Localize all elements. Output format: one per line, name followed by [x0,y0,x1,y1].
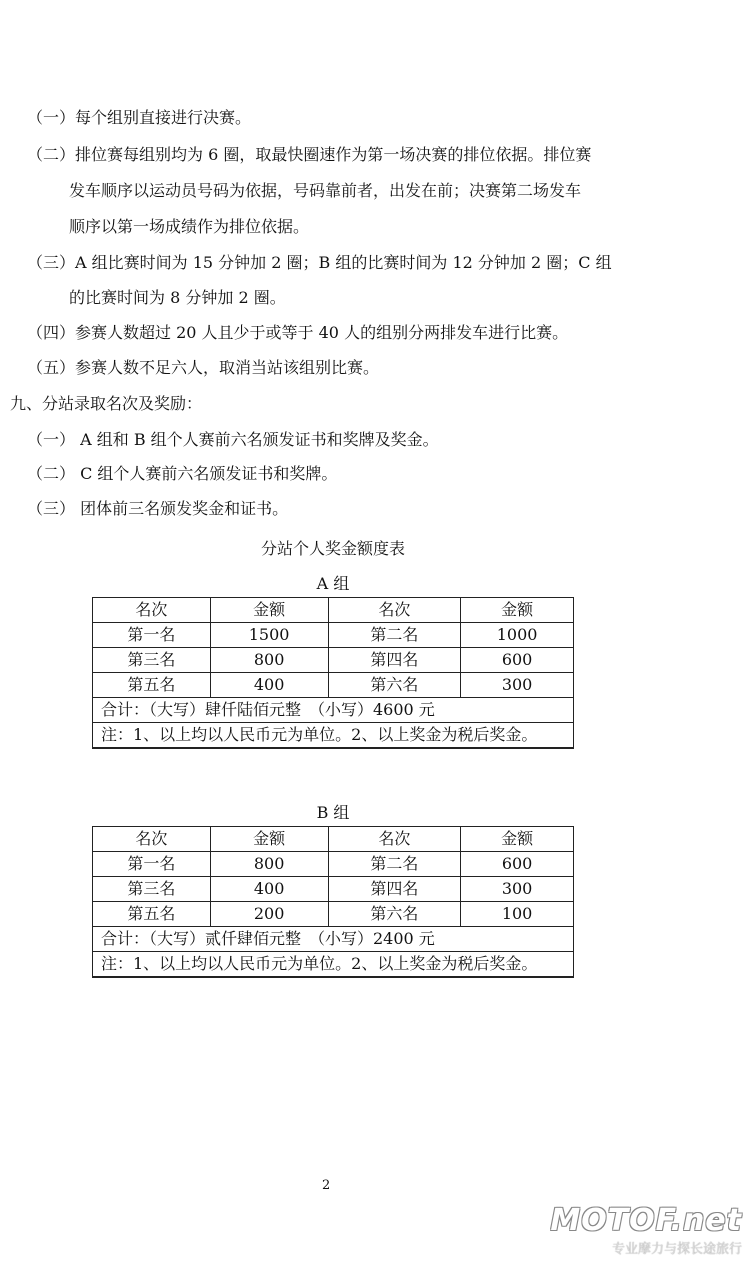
amount-cell: 300 [461,877,574,902]
header-cell: 名次 [93,598,211,623]
header-cell: 名次 [93,827,211,852]
rank-cell: 第二名 [328,623,461,648]
table-header-row [93,827,574,852]
header-cell: 名次 [328,827,461,852]
rank-cell: 第四名 [328,648,461,673]
note-cell: 注：1、以上均以人民币元为单位。2、以上奖金为税后奖金。 [93,952,574,978]
rule-item-2-cont-2: 顺序以第一场成绩作为排位依据。 [69,217,310,236]
amount-cell: 800 [210,852,328,877]
award-item-2: （二） C 组个人赛前六名颁发证书和奖牌。 [27,464,338,483]
rank-cell: 第四名 [328,877,461,902]
rule-item-5: （五）参赛人数不足六人，取消当站该组别比赛。 [27,358,380,377]
amount-cell: 1000 [461,623,574,648]
table-row [93,648,574,673]
rule-item-3: （三）A 组比赛时间为 15 分钟加 2 圈；B 组的比赛时间为 12 分钟加 2 圈；C 组 [27,253,612,272]
table-title: 分站个人奖金额度表 [260,539,405,558]
amount-cell: 400 [210,673,328,698]
amount-cell: 800 [210,648,328,673]
header-cell: 金额 [461,827,574,852]
table-header-row [93,598,574,623]
note-row [93,952,574,978]
rank-cell: 第六名 [328,673,461,698]
rule-item-1: （一）每个组别直接进行决赛。 [27,108,252,127]
header-cell: 名次 [328,598,461,623]
amount-cell: 200 [210,902,328,927]
watermark-slogan: 专业摩力与探长途旅行 [611,1242,742,1257]
table-row [93,852,574,877]
header-cell: 金额 [210,598,328,623]
header-cell: 金额 [210,827,328,852]
amount-cell: 1500 [210,623,328,648]
note-cell: 注：1、以上均以人民币元为单位。2、以上奖金为税后奖金。 [93,723,574,749]
total-row [93,698,574,723]
rank-cell: 第二名 [328,852,461,877]
table-row [93,623,574,648]
rank-cell: 第一名 [93,852,211,877]
table-row [93,673,574,698]
rule-item-4: （四）参赛人数超过 20 人且少于或等于 40 人的组别分两排发车进行比赛。 [27,323,569,342]
group-b-table [92,826,574,978]
section-heading: 九、分站录取名次及奖励： [10,394,203,413]
rank-cell: 第六名 [328,902,461,927]
header-cell: 金额 [461,598,574,623]
watermark [550,1203,742,1257]
total-cell: 合计：（大写）贰仟肆佰元整 （小写）2400 元 [93,927,574,952]
rule-item-2: （二）排位赛每组别均为 6 圈，取最快圈速作为第一场决赛的排位依据。排位赛 [27,145,592,164]
rule-item-2-cont-1: 发车顺序以运动员号码为依据，号码靠前者，出发在前；决赛第二场发车 [69,181,582,200]
table-row [93,877,574,902]
rank-cell: 第三名 [93,877,211,902]
amount-cell: 600 [461,648,574,673]
group-a-title: A 组 [316,574,350,593]
amount-cell: 600 [461,852,574,877]
amount-cell: 400 [210,877,328,902]
award-item-1: （一） A 组和 B 组个人赛前六名颁发证书和奖牌及奖金。 [27,430,439,449]
table-row [93,902,574,927]
award-item-3: （三） 团体前三名颁发奖金和证书。 [27,499,289,518]
amount-cell: 300 [461,673,574,698]
rank-cell: 第五名 [93,673,211,698]
watermark-logo: MOTOF.net [550,1203,742,1238]
total-cell: 合计：（大写）肆仟陆佰元整 （小写）4600 元 [93,698,574,723]
group-a-table [92,597,574,749]
total-row [93,927,574,952]
rank-cell: 第一名 [93,623,211,648]
amount-cell: 100 [461,902,574,927]
page-number: 2 [322,1178,331,1193]
rank-cell: 第五名 [93,902,211,927]
rule-item-3-cont: 的比赛时间为 8 分钟加 2 圈。 [69,288,286,307]
group-b-title: B 组 [316,803,350,822]
note-row [93,723,574,749]
rank-cell: 第三名 [93,648,211,673]
